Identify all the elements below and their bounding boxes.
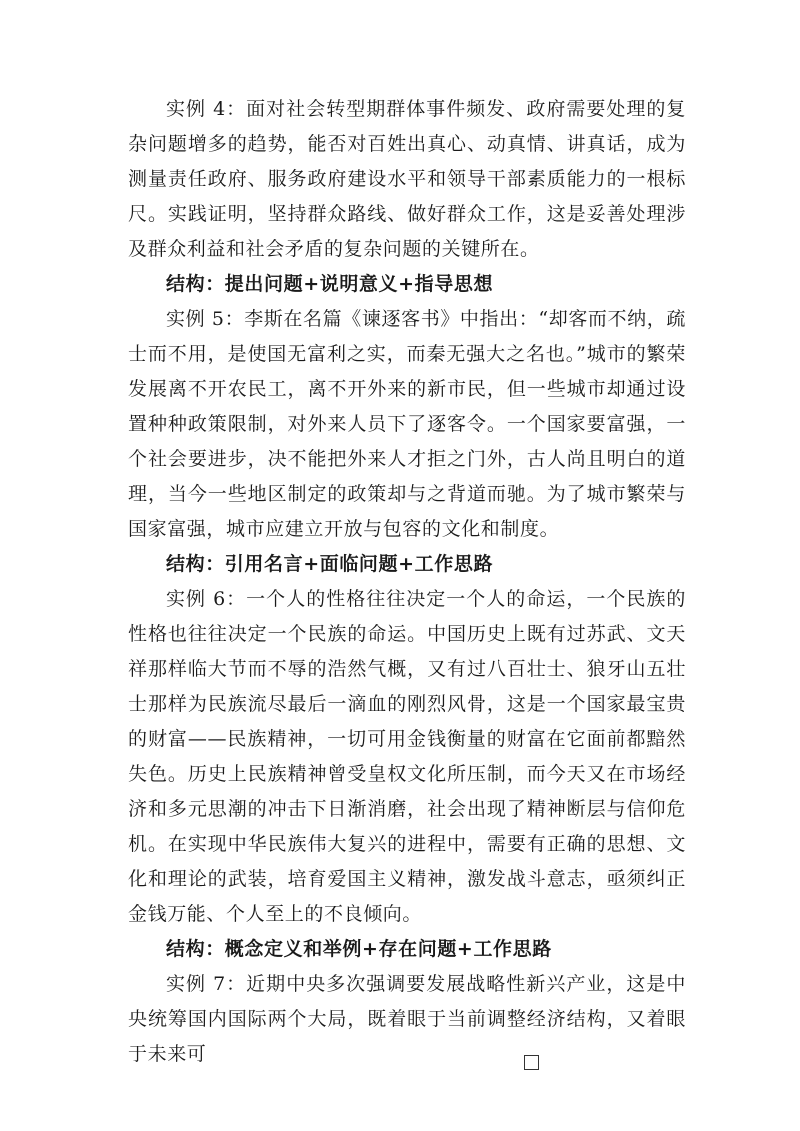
- page-marker-box: [524, 1055, 539, 1070]
- example-7-paragraph: 实例 7：近期中央多次强调要发展战略性新兴产业，这是中央统筹国内国际两个大局，既着眼于当前调整经济结构，又着眼于未来可: [128, 973, 686, 1065]
- document-body: [128, 92, 686, 1072]
- example-4-paragraph: 实例 4：面对社会转型期群体事件频发、政府需要处理的复杂问题增多的趋势，能否对百姓出真心、动真情、讲真话，成为测量责任政府、服务政府建设水平和领导干部素质能力的一根标尺。实践证明，坚持群众路线、做好群众工作，这是妥善处理涉及群众利益和社会矛盾的复杂问题的关键所在。: [128, 98, 686, 260]
- example-5-paragraph: 实例 5：李斯在名篇《谏逐客书》中指出：“却客而不纳，疏士而不用，是使国无富利之实，而秦无强大之名也。”城市的繁荣发展离不开农民工，离不开外来的新市民，但一些城市却通过设置种种政策限制，对外来人员下了逐客令。一个国家要富强，一个社会要进步，决不能把外来人才拒之门外，古人尚且明白的道理，当今一些地区制定的政策却与之背道而驰。为了城市繁荣与国家富强，城市应建立开放与包容的文化和制度。: [128, 308, 686, 540]
- example-6-structure: 结构：概念定义和举例+存在问题+工作思路: [166, 938, 552, 960]
- example-6-paragraph: 实例 6：一个人的性格往往决定一个人的命运，一个民族的性格也往往决定一个民族的命运。中国历史上既有过苏武、文天祥那样临大节而不辱的浩然气概，又有过八百壮士、狼牙山五壮士那样为民族流尽最后一滴血的刚烈风骨，这是一个国家最宝贵的财富——民族精神，一切可用金钱衡量的财富在它面前都黯然失色。历史上民族精神曾受皇权文化所压制，而今天又在市场经济和多元思潮的冲击下日渐消磨，社会出现了精神断层与信仰危机。在实现中华民族伟大复兴的进程中，需要有正确的思想、文化和理论的武装，培育爱国主义精神，激发战斗意志，亟须纠正金钱万能、个人至上的不良倾向。: [128, 588, 686, 925]
- example-4-structure: 结构：提出问题+说明意义+指导思想: [166, 273, 494, 295]
- example-5-structure: 结构：引用名言+面临问题+工作思路: [166, 553, 494, 575]
